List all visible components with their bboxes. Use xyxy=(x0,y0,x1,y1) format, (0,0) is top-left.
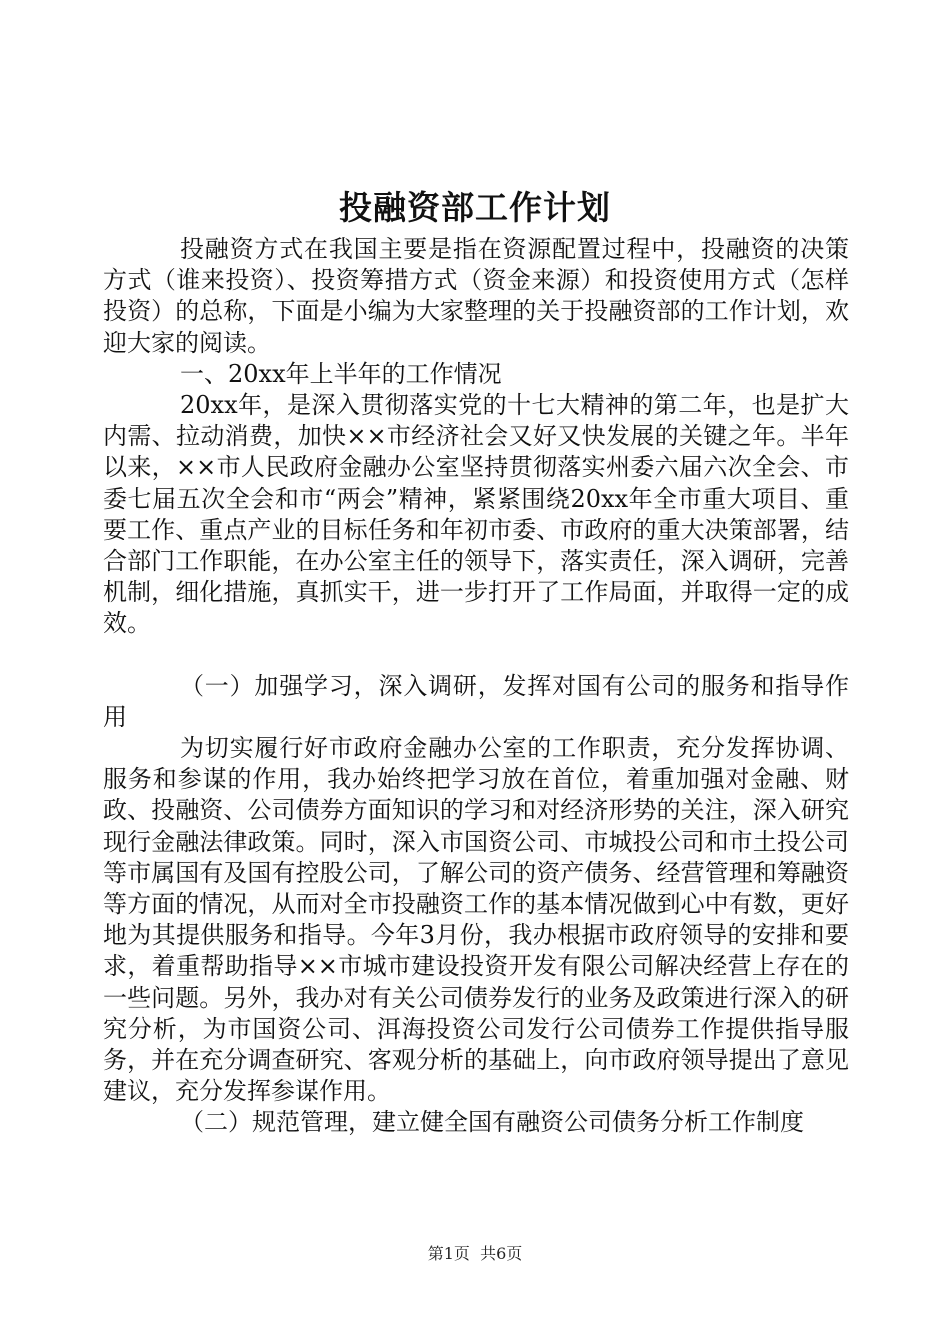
paragraph-gap xyxy=(103,640,849,671)
subsection-1-paragraph: 为切实履行好市政府金融办公室的工作职责，充分发挥协调、服务和参谋的作用，我办始终把学习放在首位，着重加强对金融、财政、投融资、公司债券方面知识的学习和对经济形势的关注，深入研究现行金融法律政策。同时，深入市国资公司、市城投公司和市土投公司等市属国有及国有控股公司，了解公司的资产债务、经营管理和筹融资等方面的情况，从而对全市投融资工作的基本情况做到心中有数，更好地为其提供服务和指导。今年3月份，我办根据市政府领导的安排和要求，着重帮助指导××市城市建设投资开发有限公司解决经营上存在的一些问题。另外，我办对有关公司债券发行的业务及政策进行深入的研究分析，为市国资公司、洱海投资公司发行公司债券工作提供指导服务，并在充分调查研究、客观分析的基础上，向市政府领导提出了意见建议，充分发挥参谋作用。 xyxy=(103,734,849,1106)
document-title: 投融资部工作计划 xyxy=(339,188,611,227)
footer-spacer xyxy=(470,1244,480,1263)
page-total: 共6页 xyxy=(480,1244,523,1263)
page-number: 第1页 xyxy=(427,1244,470,1263)
subsection-heading-2: （二）规范管理，建立健全国有融资公司债务分析工作制度 xyxy=(180,1108,804,1137)
subsection-heading-1: （一）加强学习，深入调研，发挥对国有公司的服务和指导作用 xyxy=(103,671,849,731)
intro-paragraph: 投融资方式在我国主要是指在资源配置过程中，投融资的决策方式（谁来投资）、投资筹措方式（资金来源）和投资使用方式（怎样投资）的总称，下面是小编为大家整理的关于投融资部的工作计划，欢迎大家的阅读。 xyxy=(103,235,849,357)
section-heading-1: 一、20xx年上半年的工作情况 xyxy=(180,359,502,388)
document-body xyxy=(103,234,849,1139)
page-footer xyxy=(0,1243,950,1265)
section-1-paragraph: 20xx年，是深入贯彻落实党的十七大精神的第二年，也是扩大内需、拉动消费，加快××市经济社会又好又快发展的关键之年。半年以来，××市人民政府金融办公室坚持贯彻落实州委六届六次全会、市委七届五次全会和市“两会”精神，紧紧围绕20xx年全市重大项目、重要工作、重点产业的目标任务和年初市委、市政府的重大决策部署，结合部门工作职能，在办公室主任的领导下，落实责任，深入调研，完善机制，细化措施，真抓实干，进一步打开了工作局面，并取得一定的成效。 xyxy=(103,391,849,638)
